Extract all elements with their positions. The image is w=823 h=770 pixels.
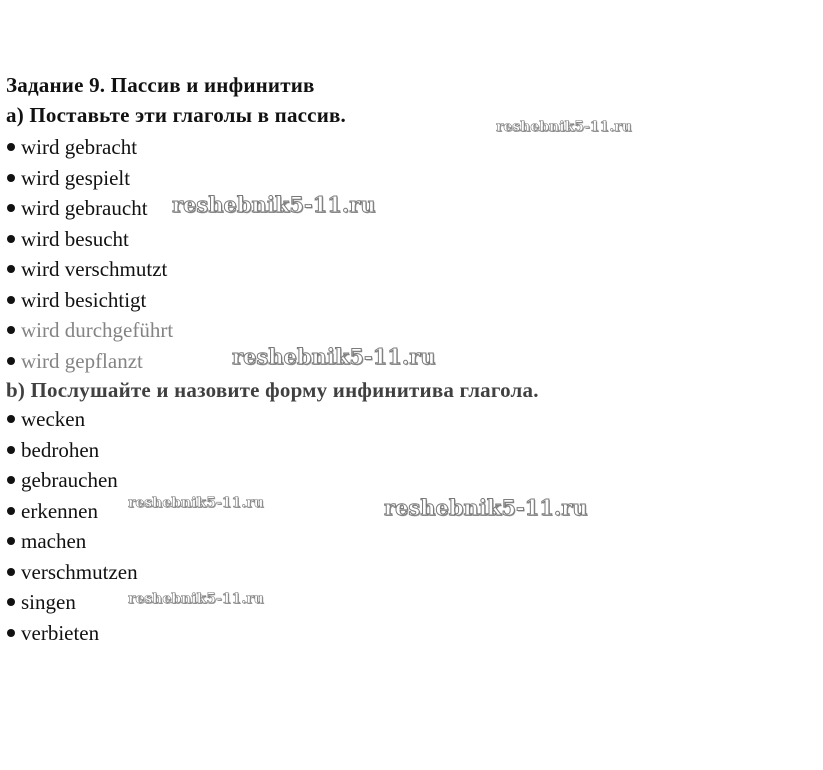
list-item-text: bedrohen (21, 437, 100, 462)
bullet-icon (7, 296, 15, 304)
bullet-icon (7, 446, 15, 454)
watermark: reshebnik5-11.ru (496, 119, 632, 135)
list-item-text: singen (21, 590, 76, 614)
watermark: reshebnik5-11.ru (128, 495, 264, 511)
bullet-icon (7, 415, 15, 423)
list-item-text: verbieten (21, 620, 100, 645)
bullet-icon (7, 629, 15, 637)
bullet-icon (7, 357, 15, 365)
task-title: Задание 9. Пассив и инфинитив (6, 73, 315, 97)
bullet-icon (7, 326, 15, 334)
watermark: reshebnik5-11.ru (172, 192, 376, 217)
list-item-text: erkennen (21, 498, 98, 523)
list-item-text: wird verschmutzt (21, 257, 168, 281)
list-item (6, 254, 539, 285)
bullet-icon (7, 568, 15, 576)
bullet-icon (7, 204, 15, 212)
list-item (6, 224, 539, 255)
bullet-icon (7, 143, 15, 151)
list-item (6, 404, 539, 435)
list-item (6, 435, 539, 466)
list-item-text: wird gebracht (21, 135, 138, 159)
watermark: reshebnik5-11.ru (232, 344, 436, 369)
bullet-icon (7, 174, 15, 182)
list-item-text: wecken (21, 407, 86, 431)
list-item-text: wird besucht (21, 226, 129, 251)
list-item (6, 315, 539, 346)
part-b-heading: b) Послушайте и назовите форму инфинитива глагола. (6, 378, 539, 402)
list-item (6, 132, 539, 163)
list-item (6, 163, 539, 194)
bullet-icon (7, 265, 15, 273)
bullet-icon (7, 507, 15, 515)
list-item-text: wird besichtigt (21, 287, 147, 312)
list-item-text: machen (21, 529, 87, 553)
list-item (6, 526, 539, 557)
list-item-text: wird gespielt (21, 165, 131, 190)
part-a-heading: а) Поставьте эти глаголы в пассив. (6, 103, 346, 127)
list-item-text: wird durchgeführt (21, 318, 174, 342)
watermark: reshebnik5-11.ru (384, 495, 588, 520)
list-item (6, 618, 539, 649)
watermark: reshebnik5-11.ru (128, 591, 264, 607)
list-item-text: wird gepflanzt (21, 348, 143, 373)
list-item (6, 587, 539, 618)
bullet-icon (7, 537, 15, 545)
list-item (6, 465, 539, 496)
bullet-icon (7, 235, 15, 243)
list-item-text: gebrauchen (21, 468, 118, 492)
list-item (6, 285, 539, 316)
list-item (6, 557, 539, 588)
list-item-text: wird gebraucht (21, 196, 148, 220)
bullet-icon (7, 476, 15, 484)
list-item-text: verschmutzen (21, 559, 138, 584)
bullet-icon (7, 598, 15, 606)
